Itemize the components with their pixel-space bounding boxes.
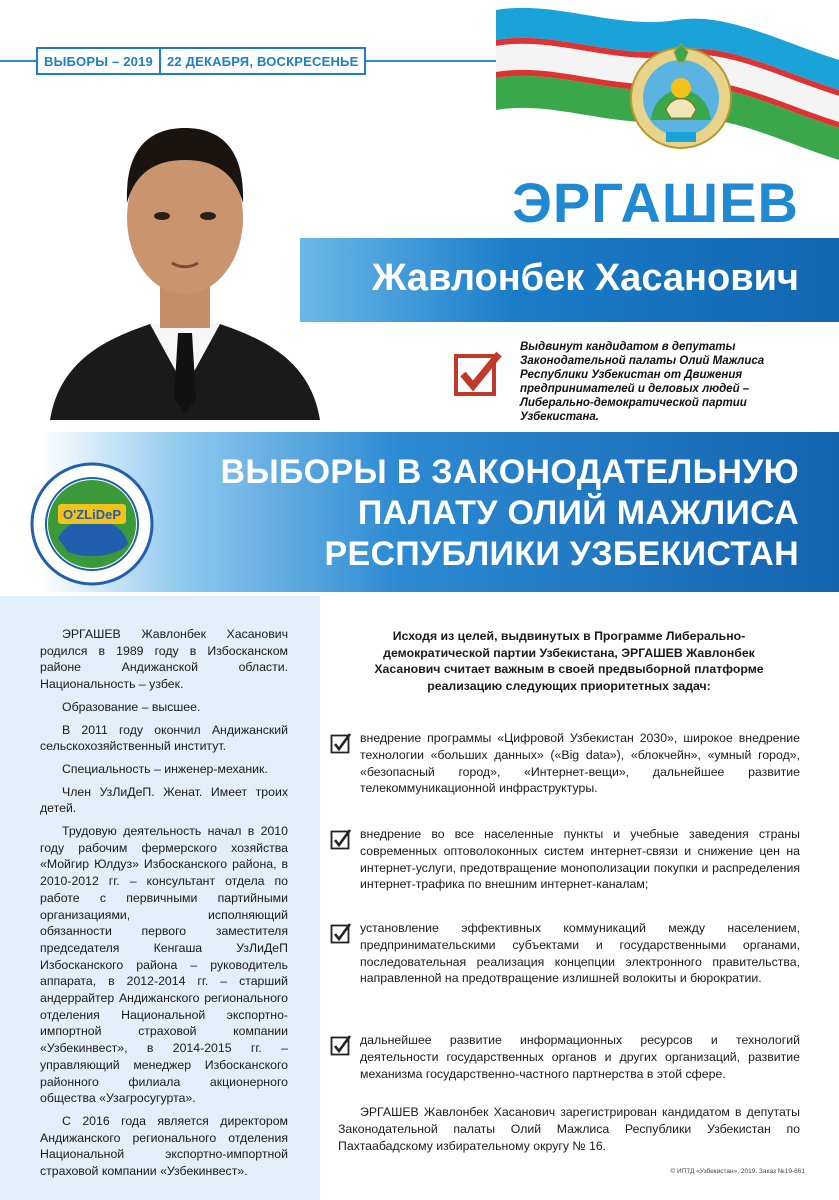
imprint: © ИПТД «Узбекистан», 2019. Заказ №19-661 [670,1168,805,1175]
party-logo-icon [28,460,156,588]
bio-paragraph: ЭРГАШЕВ Жавлонбек Хасанович родился в 1989 году в Избосканском районе Андижанской области. Национальность – узбек. [40,627,288,692]
task-text: внедрение во все населенные пункты и учебные заведения страны современных оптоволоконных систем интернет-связи и снижение цен на интернет-услуги, предотвращение монополизации покупки и распределения интернет-трафика по внешним интернет-каналам; [360,827,800,892]
state-emblem-icon [626,40,736,150]
headline-line: РЕСПУБЛИКИ УЗБЕКИСТАН [324,535,799,573]
biography [40,626,288,1186]
headline-line: ВЫБОРЫ В ЗАКОНОДАТЕЛЬНУЮ [220,453,799,491]
nomination-text: Выдвинут кандидатом в депутаты Законодательной палаты Олий Мажлиса Республики Узбекистан от Движения предпринимателей и деловых людей – Либерально-демократической партии Узбекистана. [520,341,765,423]
checkbox-icon [330,828,352,850]
election-badge [36,47,366,75]
program-task [330,920,800,987]
candidate-portrait [40,88,330,420]
election-date: 22 ДЕКАБРЯ, ВОСКРЕСЕНЬЕ [166,53,359,69]
checkbox-icon [330,1034,352,1056]
party-logo-text: O'ZLiDeP [63,507,121,522]
checkmark-box-icon [453,350,503,398]
candidate-surname: ЭРГАШЕВ [512,171,799,234]
bio-paragraph: В 2011 году окончил Андижанский сельскохозяйственный институт. [40,722,288,754]
program-intro: Исходя из целей, выдвинутых в Программе Либерально-демократической партии Узбекистана, ЭРГАШЕВ Жавлонбек Хасанович считает важным в своей предвыборной платформе реализацию следующих приоритетных задач: [374,629,764,693]
bio-paragraph: Специальность – инженер-механик. [62,761,268,776]
registration-note: ЭРГАШЕВ Жавлонбек Хасанович зарегистрирован кандидатом в депутаты Законодательной палаты Олий Мажлиса Республики Узбекистан по Пахтаабадскому избирательному округу № 16. [338,1105,800,1153]
bio-paragraph: Трудовую деятельность начал в 2010 году рабочим фермерского хозяйства «Мойгир Юлдуз» Избосканского района, в 2010-2012 гг. – консультант отдела по работе с первичными партийными организациями, исполняющий обязанности первого заместителя председателя Кенгаша УзЛиДеП Избосканского района – руководитель аппарата, в 2012-2014 гг. – старший андеррайтер Андижанского регионального отделения Национальной экспортно-импортной страховой компании «Узбекинвест», в 2014-2015 гг. – управляющий менеджер Избосканского районного филиала акционерного общества «Узагросугурта». [40,824,288,1106]
checkbox-icon [330,732,352,754]
task-text: внедрение программы «Цифровой Узбекистан 2030», широкое внедрение технологии «больших данных» («Big data»), «блокчейн», «умный город», «безопасный город», «Интернет-вещи», дальнейшее развитие телекоммуникационной инфраструктуры. [360,731,800,796]
task-text: дальнейшее развитие информационных ресурсов и технологий деятельности государственных органов и других организаций, развитие механизма государственно-частного партнерства в этой сфере. [360,1033,800,1081]
program-task [330,730,800,797]
task-text: установление эффективных коммуникаций между населением, предпринимательскими субъектами и государственными органами, последовательная реализация концепции электронного правительства, направленной на предотвращение излишней волокиты и бюрократии. [360,921,800,986]
bio-paragraph: С 2016 года является директором Андижанского регионального отделения Национальной экспортно-импортной страховой компании «Узбекинвест». [40,1113,288,1179]
program-task [330,826,800,893]
election-headline [159,452,799,575]
election-label: ВЫБОРЫ – 2019 [44,53,153,69]
checkbox-icon [330,922,352,944]
bio-paragraph: Образование – высшее. [62,699,201,714]
headline-line: ПАЛАТУ ОЛИЙ МАЖЛИСА [357,494,799,532]
bio-paragraph: Член УзЛиДеП. Женат. Имеет троих детей. [40,784,288,816]
program-task [330,1032,800,1082]
candidate-fullname: Жавлонбек Хасанович [372,257,799,299]
